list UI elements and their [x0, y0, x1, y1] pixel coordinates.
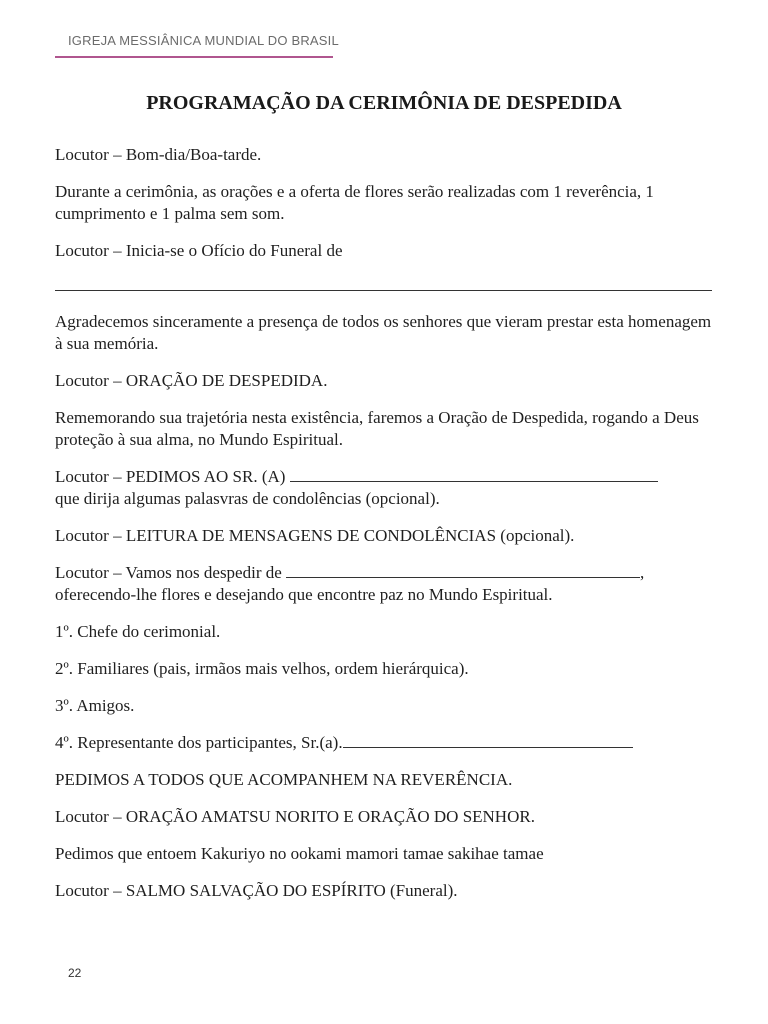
speaker-name-blank	[290, 467, 658, 482]
farewell-comma: ,	[640, 563, 645, 582]
page-title: PROGRAMAÇÃO DA CERIMÔNIA DE DESPEDIDA	[146, 92, 622, 114]
paragraph-speaker-request	[55, 466, 720, 510]
paragraph-ceremony-instructions: Durante a cerimônia, as orações e a oferta de flores serão realizadas com 1 reverência, 1 cumprimento e 1 palma sem som.	[55, 182, 654, 223]
document-body	[55, 144, 720, 902]
paragraph-greeting: Locutor – Bom-dia/Boa-tarde.	[55, 145, 262, 164]
paragraph-psalm: Locutor – SALMO SALVAÇÃO DO ESPÍRITO (Funeral).	[55, 881, 458, 900]
list-item-4	[55, 732, 720, 754]
paragraph-amatsu-norito: Locutor – ORAÇÃO AMATSU NORITO E ORAÇÃO DO SENHOR.	[55, 807, 535, 826]
list-item-2: 2º. Familiares (pais, irmãos mais velhos, ordem hierárquica).	[55, 659, 469, 678]
deceased-name-blank-line	[55, 290, 712, 291]
farewell-text: Locutor – Vamos nos despedir de	[55, 563, 287, 582]
flower-offering-text: oferecendo-lhe flores e desejando que encontre paz no Mundo Espiritual.	[55, 585, 553, 604]
header-accent-line	[55, 56, 333, 58]
paragraph-reverence-request: PEDIMOS A TODOS QUE ACOMPANHEM NA REVERÊNCIA.	[55, 770, 513, 789]
list-item-1: 1º. Chefe do cerimonial.	[55, 622, 221, 641]
condolence-words-text: que dirija algumas palasvras de condolências (opcional).	[55, 489, 440, 508]
paragraph-condolence-messages: Locutor – LEITURA DE MENSAGENS DE CONDOLÊNCIAS (opcional).	[55, 526, 575, 545]
farewell-name-blank	[286, 563, 640, 578]
representative-text: 4º. Representante dos participantes, Sr.(a).	[55, 733, 343, 752]
speaker-request-text: Locutor – PEDIMOS AO SR. (A)	[55, 467, 290, 486]
page-number: 22	[68, 966, 82, 980]
paragraph-funeral-start: Locutor – Inicia-se o Ofício do Funeral de	[55, 241, 343, 260]
list-item-3: 3º. Amigos.	[55, 696, 135, 715]
paragraph-chant: Pedimos que entoem Kakuriyo no ookami mamori tamae sakihae tamae	[55, 844, 544, 863]
paragraph-farewell	[55, 562, 720, 606]
representative-name-blank	[343, 733, 633, 748]
paragraph-farewell-prayer: Rememorando sua trajetória nesta existência, faremos a Oração de Despedida, rogando a Deus proteção à sua alma, no Mundo Espiritual.	[55, 408, 699, 449]
paragraph-thanks: Agradecemos sinceramente a presença de todos os senhores que vieram prestar esta homenagem à sua memória.	[55, 312, 712, 353]
paragraph-farewell-prayer-heading: Locutor – ORAÇÃO DE DESPEDIDA.	[55, 371, 328, 390]
running-header: IGREJA MESSIÂNICA MUNDIAL DO BRASIL	[68, 33, 339, 48]
